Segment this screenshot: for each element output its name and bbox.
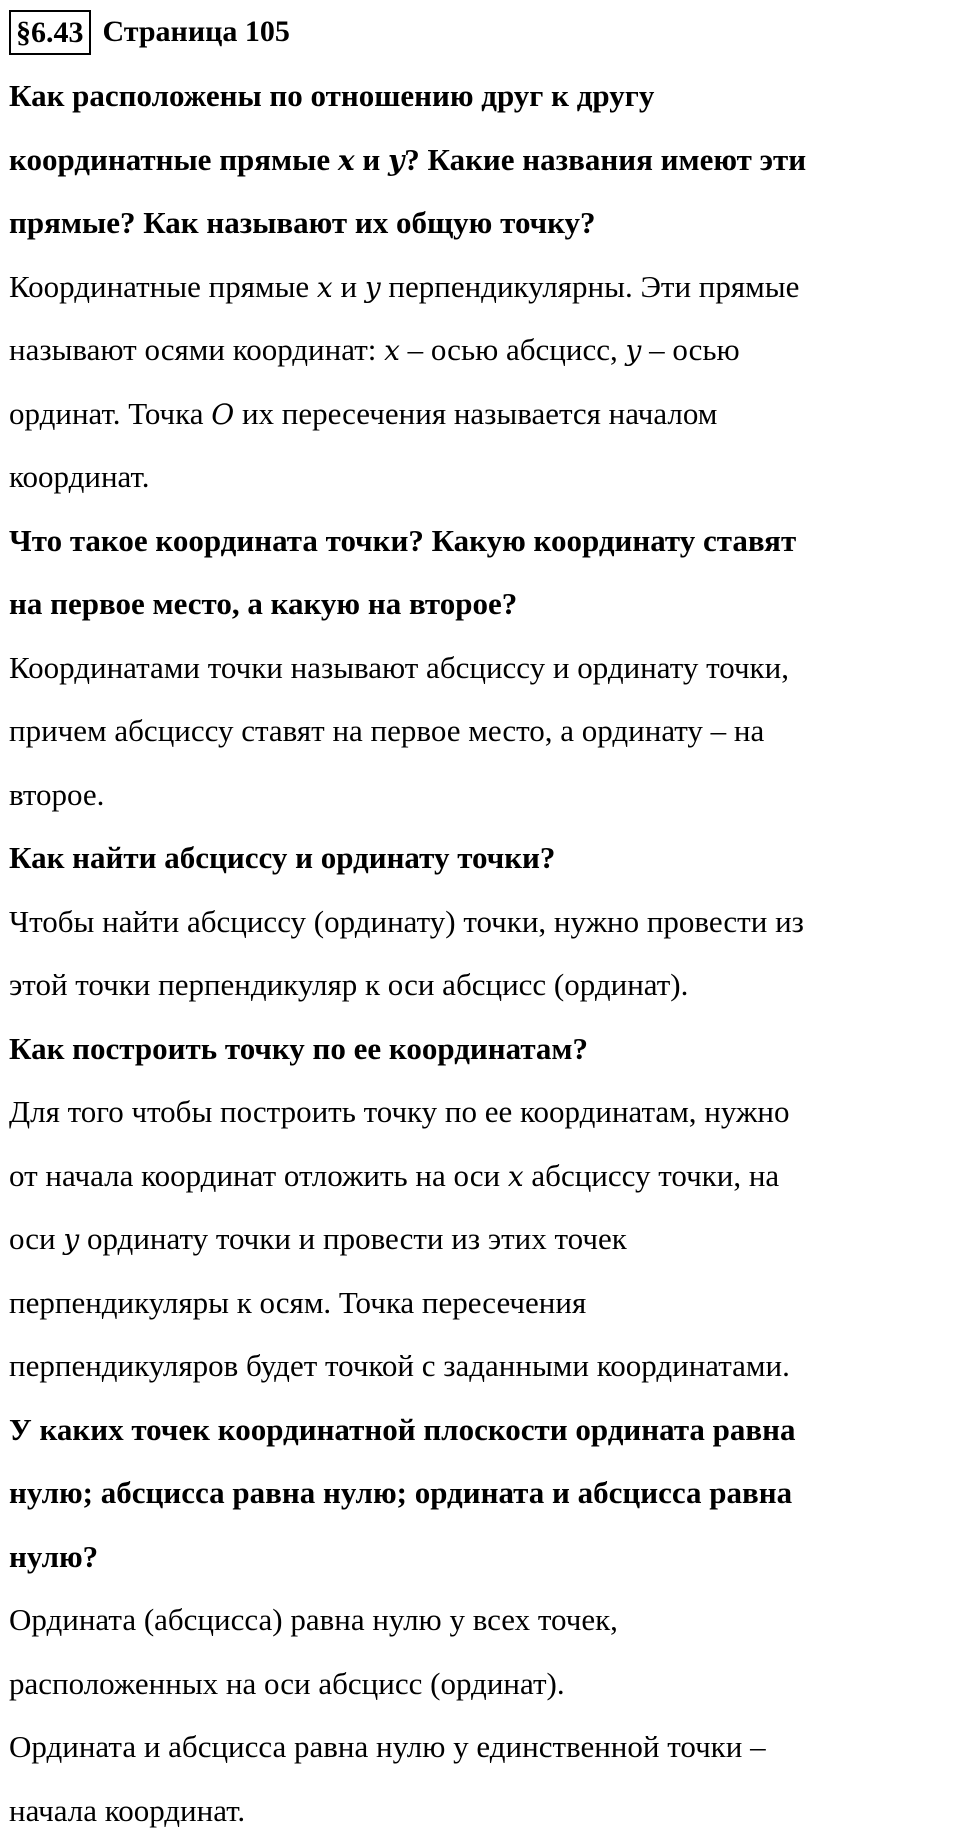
answer-line: Чтобы найти абсциссу (ординату) точки, нужно провести из bbox=[9, 890, 954, 954]
answer-line: Ордината (абсцисса) равна нулю у всех точек, bbox=[9, 1588, 954, 1652]
text-fragment: ? Какие названия имеют эти bbox=[404, 142, 806, 177]
answer-line bbox=[9, 1207, 954, 1271]
document-body bbox=[9, 64, 954, 1842]
answer-line: Ордината и абсцисса равна нулю у единственной точки – bbox=[9, 1715, 954, 1779]
math-variable: y bbox=[63, 1223, 79, 1256]
document-page bbox=[9, 0, 954, 1842]
text-fragment: их пересечения называется началом bbox=[234, 396, 717, 431]
answer-line bbox=[9, 1144, 954, 1208]
question-line: Как расположены по отношению друг к другу bbox=[9, 64, 954, 128]
text-fragment: перпендикулярны. Эти прямые bbox=[381, 269, 800, 304]
answer-line: перпендикуляров будет точкой с заданными координатами. bbox=[9, 1334, 954, 1398]
math-variable: x bbox=[508, 1160, 524, 1193]
answer-line bbox=[9, 318, 954, 382]
text-fragment: ординат. Точка bbox=[9, 396, 211, 431]
answer-line bbox=[9, 255, 954, 319]
answer-line: Координатами точки называют абсциссу и ординату точки, bbox=[9, 636, 954, 700]
question-line: нулю? bbox=[9, 1525, 954, 1589]
question-line: прямые? Как называют их общую точку? bbox=[9, 191, 954, 255]
question-line: на первое место, а какую на второе? bbox=[9, 572, 954, 636]
text-fragment: координатные прямые bbox=[9, 142, 338, 177]
question-line: У каких точек координатной плоскости ордината равна bbox=[9, 1398, 954, 1462]
math-variable: y bbox=[365, 271, 381, 304]
text-fragment: Координатные прямые bbox=[9, 269, 317, 304]
question-line: нулю; абсцисса равна нулю; ордината и абсцисса равна bbox=[9, 1461, 954, 1525]
page-title: Страница 105 bbox=[103, 15, 290, 49]
answer-line: этой точки перпендикуляр к оси абсцисс (ординат). bbox=[9, 953, 954, 1017]
answer-line: причем абсциссу ставят на первое место, а ординату – на bbox=[9, 699, 954, 763]
text-fragment: ординату точки и провести из этих точек bbox=[79, 1221, 627, 1256]
question-line bbox=[9, 128, 954, 192]
math-variable: x bbox=[338, 144, 355, 177]
text-fragment: – осью bbox=[641, 332, 739, 367]
question-line: Как построить точку по ее координатам? bbox=[9, 1017, 954, 1081]
text-fragment: оси bbox=[9, 1221, 63, 1256]
page-header bbox=[9, 0, 954, 64]
text-fragment: и bbox=[333, 269, 365, 304]
math-variable: y bbox=[625, 334, 641, 367]
answer-line: перпендикуляры к осям. Точка пересечения bbox=[9, 1271, 954, 1335]
question-line: Что такое координата точки? Какую координату ставят bbox=[9, 509, 954, 573]
math-variable: x bbox=[317, 271, 333, 304]
answer-line: координат. bbox=[9, 445, 954, 509]
math-variable: x bbox=[384, 334, 400, 367]
answer-line bbox=[9, 382, 954, 446]
math-variable: O bbox=[211, 398, 234, 431]
text-fragment: абсциссу точки, на bbox=[524, 1158, 780, 1193]
text-fragment: от начала координат отложить на оси bbox=[9, 1158, 508, 1193]
question-line: Как найти абсциссу и ординату точки? bbox=[9, 826, 954, 890]
section-number: §6.43 bbox=[9, 10, 91, 55]
answer-line: расположенных на оси абсцисс (ординат). bbox=[9, 1652, 954, 1716]
text-fragment: – осью абсцисс, bbox=[400, 332, 626, 367]
answer-line: начала координат. bbox=[9, 1779, 954, 1842]
math-variable: y bbox=[388, 144, 404, 177]
text-fragment: и bbox=[355, 142, 388, 177]
answer-line: второе. bbox=[9, 763, 954, 827]
text-fragment: называют осями координат: bbox=[9, 332, 384, 367]
answer-line: Для того чтобы построить точку по ее координатам, нужно bbox=[9, 1080, 954, 1144]
